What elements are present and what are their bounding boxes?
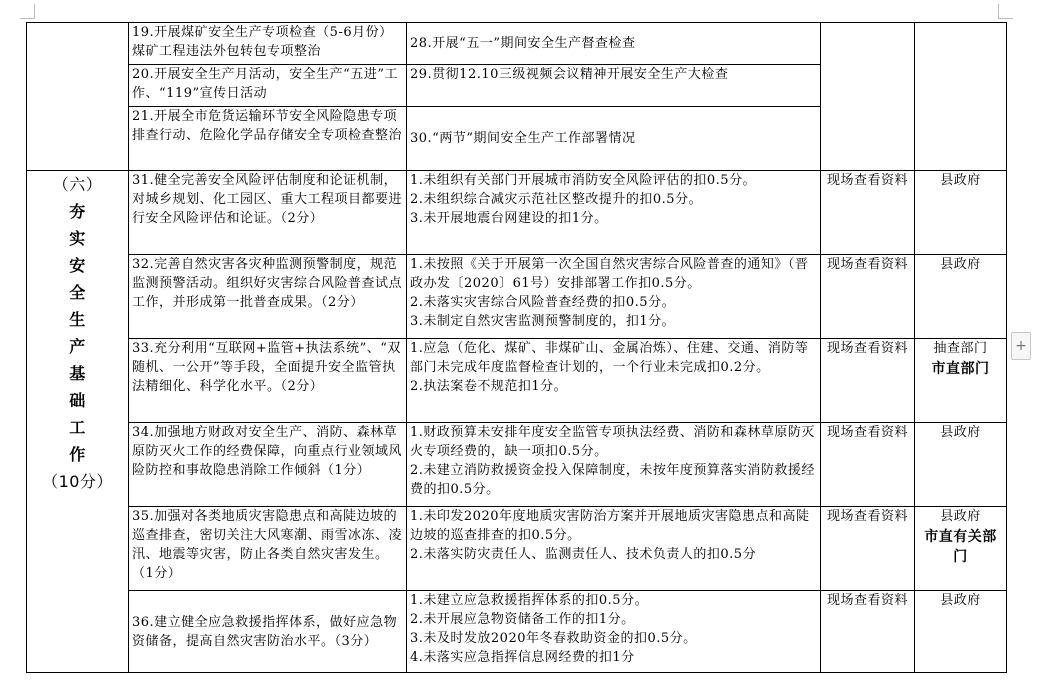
item-cell: 32.完善自然灾害各灾种监测预警制度，规范监测预警活动。组织好灾害综合风险普查试点工作，并形成第一批普查成果。（2分） (129, 255, 407, 339)
criteria-line: 1.财政预算未安排年度安全监管专项执法经费、消防和森林草原防灭火专项经费的，缺一项扣0.5分。 (410, 425, 815, 459)
method-cell: 现场查看资料 (821, 255, 915, 339)
task-cell: 28.开展“五一”期间安全生产督查检查 (407, 23, 821, 65)
table-row (27, 171, 1007, 255)
table-row (27, 591, 1007, 673)
table-row (27, 23, 1007, 65)
task-cell: 21.开展全市危货运输环节安全风险隐患专项排查行动、危险化学品存储安全专项检查整治 (129, 107, 407, 171)
criteria-line: 2.未建立消防救援资金投入保障制度，未按年度预算落实消防救援经费的扣0.5分。 (410, 463, 815, 497)
dept-cell: 抽查部门 市直部门 (915, 339, 1007, 423)
criteria-line: 1.未按照《关于开展第一次全国自然灾害综合风险普查的通知》（晋政办发〔2020〕61号）安排部署工作扣0.5分。 (410, 257, 809, 291)
page-corner-mark-left (20, 4, 35, 19)
method-cell: 现场查看资料 (821, 339, 915, 423)
criteria-cell (407, 591, 821, 673)
method-cell: 现场查看资料 (821, 171, 915, 255)
method-cell-empty (821, 23, 915, 171)
task-cell: 30.“两节”期间安全生产工作部署情况 (407, 107, 821, 171)
dept-cell: 县政府 (915, 255, 1007, 339)
criteria-cell (407, 255, 821, 339)
method-cell: 现场查看资料 (821, 423, 915, 507)
dept-cell-empty (915, 23, 1007, 171)
item-cell: 36.建立健全应急救援指挥体系，做好应急物资储备，提高自然灾害防治水平。（3分） (129, 591, 407, 673)
method-cell: 现场查看资料 (821, 591, 915, 673)
item-cell: 35.加强对各类地质灾害隐患点和高陡边坡的巡查排查，密切关注大风寒潮、雨雪冰冻、凌汛、地震等灾害，防止各类自然灾害发生。（1分） (129, 507, 407, 591)
dept-sub: 市直有关部门 (924, 529, 997, 565)
criteria-line: 1.未建立应急救援指挥体系的扣0.5分。 (410, 593, 649, 608)
criteria-line: 2.未落实防灾责任人、监测责任人、技术负责人的扣0.5分 (410, 547, 757, 562)
criteria-cell (407, 171, 821, 255)
item-cell: 34.加强地方财政对安全生产、消防、森林草原防灭火工作的经费保障，向重点行业领域风险防控和事故隐患消除工作倾斜（1分） (129, 423, 407, 507)
assessment-table (26, 22, 1007, 673)
category-title: 夯 实 安 全 生 产 基 础 工 作 (69, 202, 86, 464)
dept-cell: 县政府 (915, 591, 1007, 673)
criteria-cell (407, 339, 821, 423)
category-number: （六） (52, 175, 103, 194)
table-row (27, 423, 1007, 507)
category-score: （10分） (42, 472, 113, 491)
category-cell-empty (27, 23, 129, 171)
dept-cell: 县政府 市直有关部门 (915, 507, 1007, 591)
method-cell: 现场查看资料 (821, 507, 915, 591)
task-cell: 20.开展安全生产月活动，安全生产“五进”工作、“119”宣传日活动 (129, 65, 407, 107)
criteria-line: 1.应急（危化、煤矿、非煤矿山、金属冶炼）、住建、交通、消防等部门未完成年度监督检查计划的，一个行业未完成扣0.2分。 (410, 341, 809, 375)
dept-cell: 县政府 (915, 423, 1007, 507)
item-cell: 31.健全完善安全风险评估制度和论证机制，对城乡规划、化工园区、重大工程项目都要进行安全风险评估和论证。（2分） (129, 171, 407, 255)
dept-sub: 市直部门 (931, 361, 990, 377)
table-row (27, 339, 1007, 423)
table-row (27, 255, 1007, 339)
category-cell (27, 171, 129, 673)
criteria-line: 2.执法案卷不规范扣1分。 (410, 379, 568, 394)
table-row (27, 507, 1007, 591)
criteria-line: 3.未制定自然灾害监测预警制度的，扣1分。 (410, 314, 676, 329)
criteria-line: 2.未开展应急物资储备工作的扣1分。 (410, 612, 635, 627)
task-cell: 19.开展煤矿安全生产专项检查（5-6月份）煤矿工程违法外包转包专项整治 (129, 23, 407, 65)
criteria-cell (407, 507, 821, 591)
page-corner-mark-right (998, 4, 1013, 19)
task-cell: 29.贯彻12.10三级视频会议精神开展安全生产大检查 (407, 65, 821, 107)
criteria-line: 3.未及时发放2020年冬春救助资金的扣0.5分。 (410, 631, 697, 646)
criteria-line: 2.未落实灾害综合风险普查经费的扣0.5分。 (410, 295, 676, 310)
item-cell: 33.充分利用“互联网+监管+执法系统”、“双随机、一公开”等手段，全面提升安全监管执法精细化、科学化水平。（2分） (129, 339, 407, 423)
criteria-line: 4.未落实应急指挥信息网经费的扣1分 (410, 650, 635, 665)
criteria-cell (407, 423, 821, 507)
criteria-line: 1.未印发2020年度地质灾害防治方案并开展地质灾害隐患点和高陡边坡的巡查排查的扣0.5分。 (410, 509, 810, 543)
expand-plus-button[interactable]: + (1011, 332, 1031, 360)
criteria-line: 1.未组织有关部门开展城市消防安全风险评估的扣0.5分。 (410, 173, 757, 188)
criteria-line: 3.未开展地震台网建设的扣1分。 (410, 211, 608, 226)
criteria-line: 2.未组织综合减灾示范社区整改提升的扣0.5分。 (410, 192, 703, 207)
dept-cell: 县政府 (915, 171, 1007, 255)
